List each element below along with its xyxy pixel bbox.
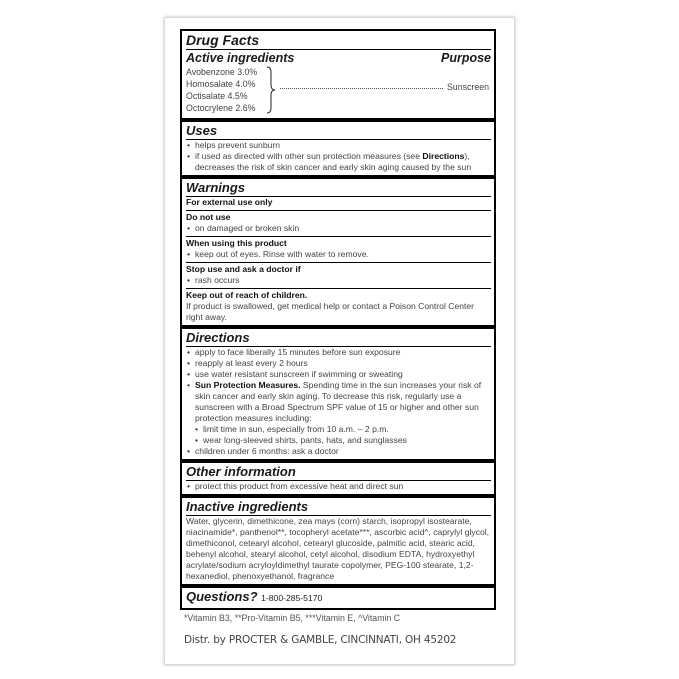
- list-item: • wear long-sleeved shirts, pants, hats, and sunglasses: [186, 435, 491, 446]
- uses-text: if used as directed with other sun protection measures (see: [195, 151, 423, 161]
- directions-ref: Directions: [422, 151, 465, 161]
- inactive-section: [182, 494, 494, 584]
- other-info-section: [182, 459, 494, 494]
- sun-protection-text: Spending time in the sun increases your risk of skin cancer and early skin aging. To decrease this risk, regularly use a sunscreen with a Broad Spectrum SPF value of 15 or higher and other sun protection measures including:: [195, 380, 482, 423]
- list-item: • limit time in sun, especially from 10 a.m. – 2 p.m.: [186, 424, 491, 435]
- keep-out-text: If product is swallowed, get medical help or contact a Poison Control Center right away.: [186, 301, 475, 322]
- vitamin-footnote: *Vitamin B3, **Pro-Vitamin B5, ***Vitamin E, ^Vitamin C: [184, 613, 401, 623]
- list-item: • keep out of eyes. Rinse with water to remove.: [186, 249, 491, 260]
- active-body: [186, 66, 491, 116]
- ingredient: Octisalate 4.5%: [186, 91, 248, 101]
- ingredient-list: [186, 66, 266, 114]
- list-item: • helps prevent sunburn: [186, 140, 491, 151]
- do-not-use-heading: Do not use: [186, 210, 491, 223]
- warnings-heading: Warnings: [186, 180, 245, 195]
- list-item: • reapply at least every 2 hours: [186, 358, 491, 369]
- leader-dots: [280, 88, 443, 89]
- list-item: • children under 6 months: ask a doctor: [186, 446, 491, 457]
- warnings-section: [182, 175, 494, 325]
- list-item: [186, 151, 491, 173]
- active-header: [186, 50, 491, 66]
- list-item: • on damaged or broken skin: [186, 223, 491, 234]
- brace-icon: [266, 66, 276, 114]
- list-item: • protect this product from excessive heat and direct sun: [186, 481, 491, 492]
- inactive-text: Water, glycerin, dimethicone, zea mays (corn) starch, isopropyl isostearate, niacinamide*, panthenol**, tocopheryl acetate***, ascorbic acid^, caprylyl glycol, dimethiconol, cetearyl alcohol, cetearyl glucoside, palmitic acid, stearic acid, behenyl alcohol, stearyl alcohol, cetyl alcohol, disodium EDTA, hydroxyethyl acrylate/sodium acryloyldimethyl taurate copolymer, PEG-100 stearate, 1,2-hexanediol, phenoxyethanol, fragrance: [186, 516, 490, 581]
- active-heading: Active ingredients: [186, 51, 295, 65]
- active-section: [182, 31, 494, 118]
- questions-heading: Questions?: [186, 589, 258, 604]
- uses-text: ), decreases the risk of skin cancer and early skin aging caused by the sun: [195, 151, 472, 172]
- distributor-line: Distr. by PROCTER & GAMBLE, CINCINNATI, OH 45202: [184, 634, 457, 646]
- drug-facts-panel: [180, 29, 496, 610]
- when-using-heading: When using this product: [186, 236, 491, 249]
- other-info-heading: Other information: [186, 464, 296, 479]
- directions-section: [182, 325, 494, 459]
- list-item: • use water resistant sunscreen if swimming or sweating: [186, 369, 491, 380]
- external-use: For external use only: [186, 197, 273, 207]
- sun-protection-label: Sun Protection Measures.: [195, 380, 301, 390]
- keep-out-heading: Keep out of reach of children.: [186, 288, 491, 301]
- list-item: • apply to face liberally 15 minutes before sun exposure: [186, 347, 491, 358]
- questions-section: [182, 584, 494, 608]
- ingredient: Avobenzone 3.0%: [186, 67, 258, 77]
- phone-number: 1-800-285-5170: [261, 593, 323, 603]
- ingredient: Homosalate 4.0%: [186, 79, 256, 89]
- directions-heading: Directions: [186, 330, 250, 345]
- inactive-heading: Inactive ingredients: [186, 499, 309, 514]
- purpose-value: Sunscreen: [446, 82, 489, 92]
- stop-use-heading: Stop use and ask a doctor if: [186, 262, 491, 275]
- list-item: [186, 380, 491, 424]
- purpose-heading: Purpose: [440, 51, 491, 65]
- uses-section: [182, 118, 494, 175]
- ingredient: Octocrylene 2.6%: [186, 103, 256, 113]
- list-item: • rash occurs: [186, 275, 491, 286]
- uses-heading: Uses: [186, 123, 218, 138]
- drug-facts-title: Drug Facts: [186, 32, 491, 50]
